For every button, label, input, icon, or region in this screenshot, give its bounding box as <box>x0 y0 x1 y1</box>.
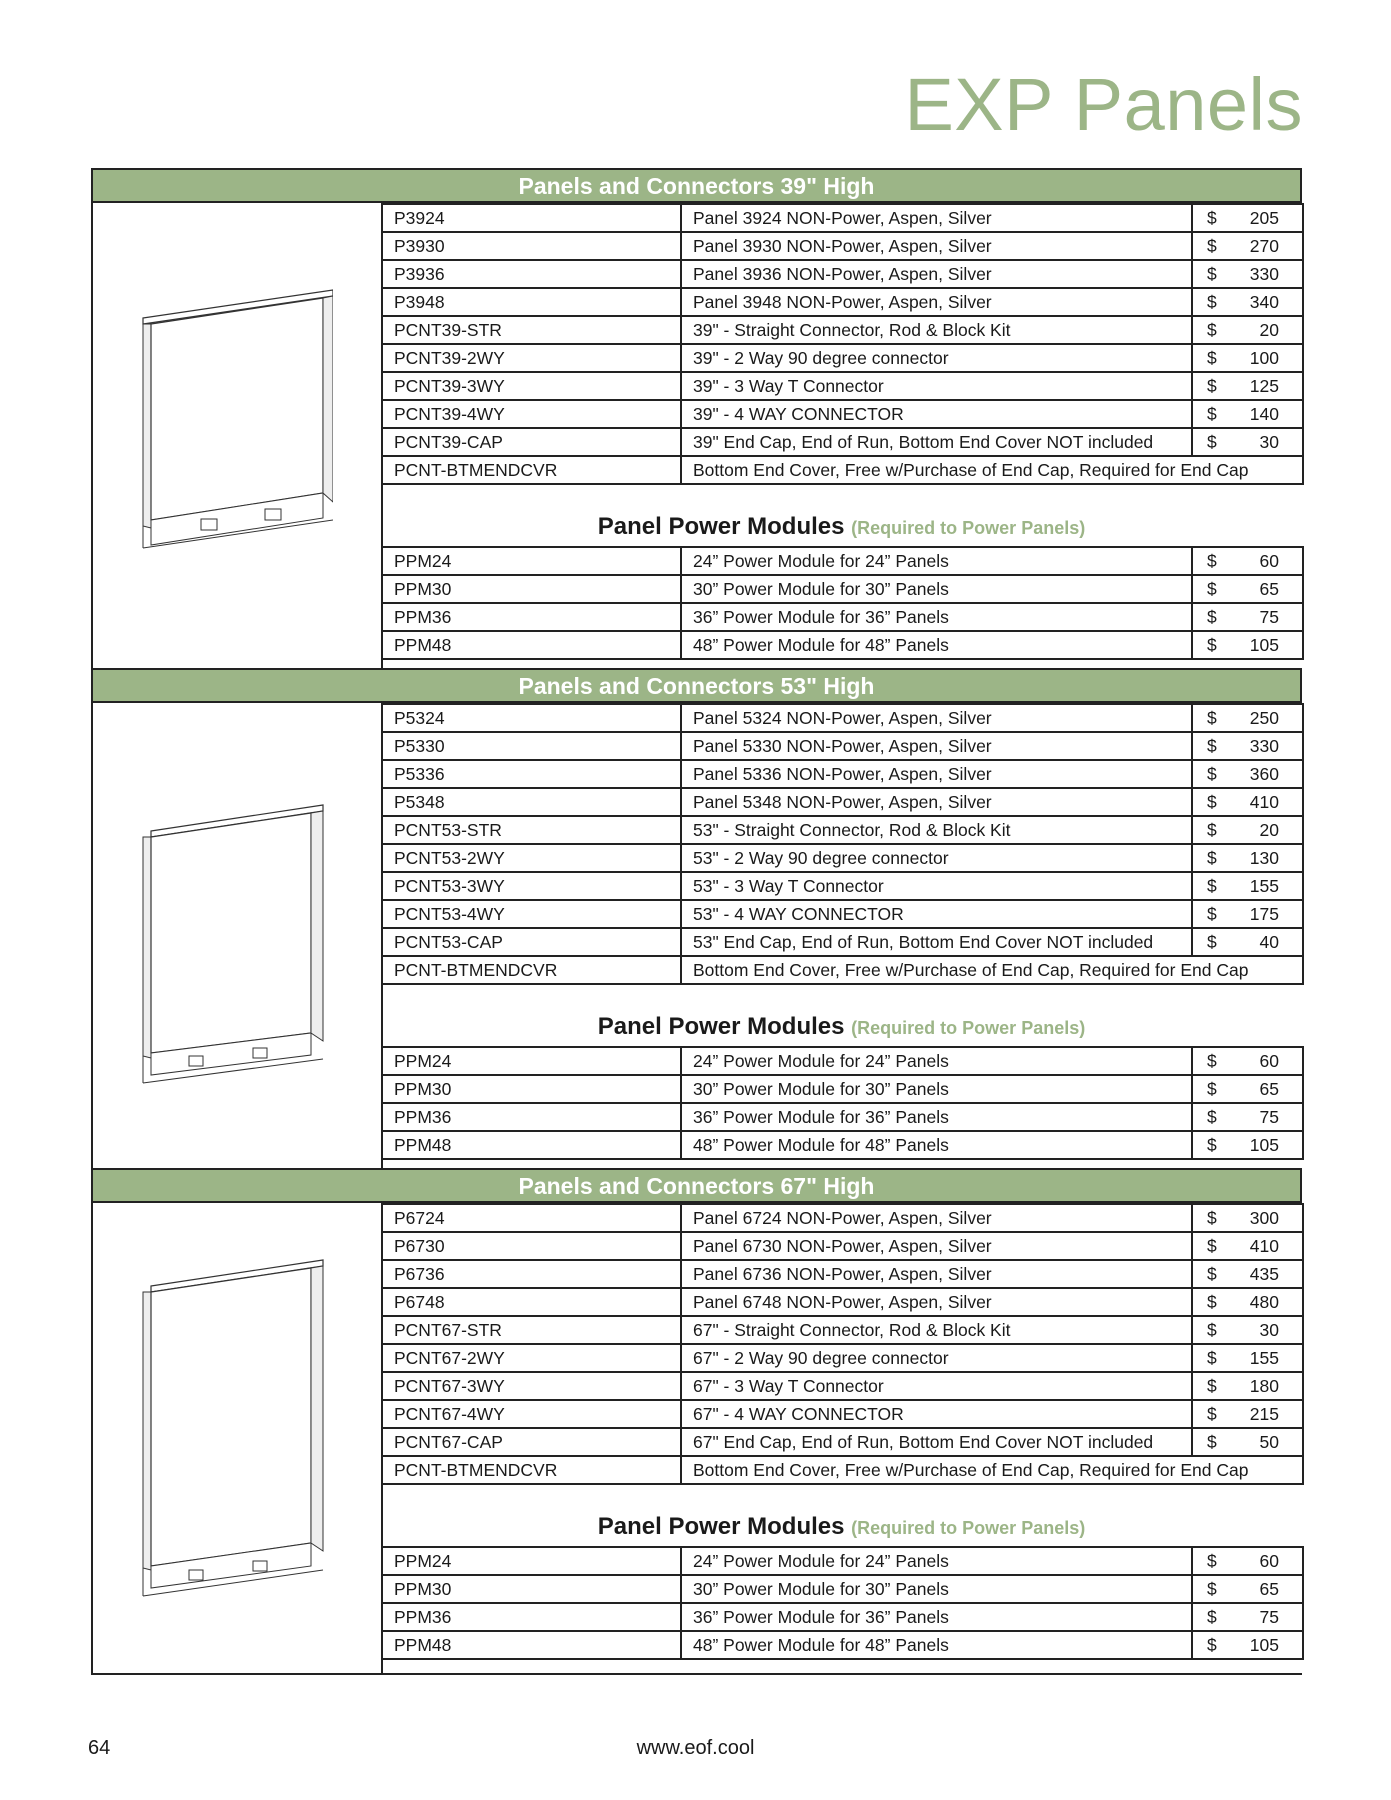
item-description: 24” Power Module for 24” Panels <box>681 1047 1192 1075</box>
currency-symbol: $ <box>1207 847 1217 868</box>
price-amount: 100 <box>1249 347 1279 368</box>
item-code: P6748 <box>382 1288 681 1316</box>
item-description: 53" - 2 Way 90 degree connector <box>681 844 1192 872</box>
item-code: PPM36 <box>382 1603 681 1631</box>
price-amount: 75 <box>1259 1606 1279 1627</box>
price-amount: 155 <box>1249 875 1279 896</box>
price-amount: 330 <box>1249 735 1279 756</box>
item-code: PPM24 <box>382 1547 681 1575</box>
table-row <box>382 372 1303 400</box>
item-price <box>1192 631 1303 659</box>
item-code: PCNT53-2WY <box>382 844 681 872</box>
table-row <box>382 1547 1303 1575</box>
item-description: 67" - 4 WAY CONNECTOR <box>681 1400 1192 1428</box>
items-body <box>382 704 1303 984</box>
item-code: PCNT67-CAP <box>382 1428 681 1456</box>
currency-symbol: $ <box>1207 375 1217 396</box>
table-row <box>382 400 1303 428</box>
section-53-high <box>91 668 1302 1168</box>
item-description: 48” Power Module for 48” Panels <box>681 1131 1192 1159</box>
table-row <box>382 872 1303 900</box>
currency-symbol: $ <box>1207 1291 1217 1312</box>
price-amount: 270 <box>1249 235 1279 256</box>
item-price <box>1192 400 1303 428</box>
currency-symbol: $ <box>1207 634 1217 655</box>
item-description: Panel 5348 NON-Power, Aspen, Silver <box>681 788 1192 816</box>
table-row <box>382 575 1303 603</box>
currency-symbol: $ <box>1207 1375 1217 1396</box>
item-code: P3936 <box>382 260 681 288</box>
panel-image-box <box>91 203 383 668</box>
currency-symbol: $ <box>1207 707 1217 728</box>
item-price <box>1192 1547 1303 1575</box>
table-bottom-border <box>91 1673 1302 1675</box>
currency-symbol: $ <box>1207 347 1217 368</box>
item-description: 36” Power Module for 36” Panels <box>681 1603 1192 1631</box>
item-price <box>1192 1372 1303 1400</box>
item-code: PCNT39-3WY <box>382 372 681 400</box>
item-code: PCNT39-CAP <box>382 428 681 456</box>
currency-symbol: $ <box>1207 291 1217 312</box>
table-row <box>382 732 1303 760</box>
table-row <box>382 816 1303 844</box>
section-header: Panels and Connectors 39" High <box>91 168 1302 203</box>
currency-symbol: $ <box>1207 763 1217 784</box>
item-price <box>1192 316 1303 344</box>
price-amount: 330 <box>1249 263 1279 284</box>
item-price <box>1192 1631 1303 1659</box>
section-header: Panels and Connectors 53" High <box>91 668 1302 703</box>
currency-symbol: $ <box>1207 403 1217 424</box>
table-row <box>382 1075 1303 1103</box>
table-row <box>382 631 1303 659</box>
item-description: Panel 5336 NON-Power, Aspen, Silver <box>681 760 1192 788</box>
currency-symbol: $ <box>1207 1431 1217 1452</box>
currency-symbol: $ <box>1207 606 1217 627</box>
panel-53-illustration <box>133 803 333 1103</box>
item-code: PCNT53-4WY <box>382 900 681 928</box>
currency-symbol: $ <box>1207 1319 1217 1340</box>
table-row <box>382 1575 1303 1603</box>
item-code: PPM36 <box>382 603 681 631</box>
table-row <box>382 900 1303 928</box>
table-row <box>382 760 1303 788</box>
item-price <box>1192 816 1303 844</box>
page-number: 64 <box>88 1737 111 1759</box>
ppm-heading-note: (Required to Power Panels) <box>851 1518 1086 1538</box>
modules-table <box>381 546 1304 660</box>
currency-symbol: $ <box>1207 550 1217 571</box>
item-description: 39" - Straight Connector, Rod & Block Kit <box>681 316 1192 344</box>
item-description: 24” Power Module for 24” Panels <box>681 1547 1192 1575</box>
currency-symbol: $ <box>1207 1106 1217 1127</box>
currency-symbol: $ <box>1207 931 1217 952</box>
table-row <box>382 1603 1303 1631</box>
item-code: P6736 <box>382 1260 681 1288</box>
item-price <box>1192 844 1303 872</box>
ppm-heading <box>381 1013 1302 1041</box>
table-row <box>382 1260 1303 1288</box>
currency-symbol: $ <box>1207 903 1217 924</box>
price-amount: 105 <box>1249 634 1279 655</box>
item-price <box>1192 260 1303 288</box>
item-price <box>1192 1316 1303 1344</box>
item-code: PCNT67-STR <box>382 1316 681 1344</box>
item-price <box>1192 288 1303 316</box>
item-description: 36” Power Module for 36” Panels <box>681 603 1192 631</box>
item-description: 39" End Cap, End of Run, Bottom End Cover NOT included <box>681 428 1192 456</box>
item-description: 53" - 4 WAY CONNECTOR <box>681 900 1192 928</box>
section-39-high <box>91 168 1302 668</box>
item-price <box>1192 232 1303 260</box>
item-description: 30” Power Module for 30” Panels <box>681 1075 1192 1103</box>
price-amount: 75 <box>1259 606 1279 627</box>
item-description: Panel 3930 NON-Power, Aspen, Silver <box>681 232 1192 260</box>
item-code: PCNT67-3WY <box>382 1372 681 1400</box>
currency-symbol: $ <box>1207 1403 1217 1424</box>
item-price <box>1192 1075 1303 1103</box>
item-code: PCNT39-STR <box>382 316 681 344</box>
price-amount: 435 <box>1249 1263 1279 1284</box>
item-price <box>1192 1131 1303 1159</box>
price-amount: 480 <box>1249 1291 1279 1312</box>
item-code: PCNT-BTMENDCVR <box>382 1456 681 1484</box>
item-description: 67" End Cap, End of Run, Bottom End Cover NOT included <box>681 1428 1192 1456</box>
table-row <box>382 1316 1303 1344</box>
currency-symbol: $ <box>1207 263 1217 284</box>
currency-symbol: $ <box>1207 1235 1217 1256</box>
currency-symbol: $ <box>1207 578 1217 599</box>
panel-image-box <box>91 1203 383 1673</box>
item-price <box>1192 1428 1303 1456</box>
item-description: 53" - 3 Way T Connector <box>681 872 1192 900</box>
modules-table <box>381 1046 1304 1160</box>
table-row <box>382 1047 1303 1075</box>
item-price <box>1192 428 1303 456</box>
panel-39-illustration <box>133 288 333 568</box>
price-amount: 360 <box>1249 763 1279 784</box>
item-description: 48” Power Module for 48” Panels <box>681 631 1192 659</box>
table-row <box>382 260 1303 288</box>
currency-symbol: $ <box>1207 791 1217 812</box>
item-code: PCNT39-4WY <box>382 400 681 428</box>
price-amount: 105 <box>1249 1634 1279 1655</box>
table-row <box>382 288 1303 316</box>
item-code: PPM30 <box>382 1575 681 1603</box>
item-price <box>1192 788 1303 816</box>
item-code: P5336 <box>382 760 681 788</box>
item-code: PPM48 <box>382 1131 681 1159</box>
price-amount: 60 <box>1259 1550 1279 1571</box>
item-description: Panel 3936 NON-Power, Aspen, Silver <box>681 260 1192 288</box>
item-description: Bottom End Cover, Free w/Purchase of End Cap, Required for End Cap <box>681 1456 1303 1484</box>
item-price <box>1192 900 1303 928</box>
price-amount: 30 <box>1259 1319 1279 1340</box>
table-row <box>382 316 1303 344</box>
currency-symbol: $ <box>1207 1606 1217 1627</box>
item-code: PCNT67-4WY <box>382 1400 681 1428</box>
table-row <box>382 1631 1303 1659</box>
table-row <box>382 928 1303 956</box>
item-description: Panel 6730 NON-Power, Aspen, Silver <box>681 1232 1192 1260</box>
item-price <box>1192 1344 1303 1372</box>
panel-image-box <box>91 703 383 1168</box>
item-description: 67" - 2 Way 90 degree connector <box>681 1344 1192 1372</box>
currency-symbol: $ <box>1207 1550 1217 1571</box>
currency-symbol: $ <box>1207 235 1217 256</box>
modules-body <box>382 547 1303 659</box>
section-header: Panels and Connectors 67" High <box>91 1168 1302 1203</box>
currency-symbol: $ <box>1207 819 1217 840</box>
table-row <box>382 1400 1303 1428</box>
item-description: 53" - Straight Connector, Rod & Block Kit <box>681 816 1192 844</box>
item-code: P6724 <box>382 1204 681 1232</box>
price-amount: 40 <box>1259 931 1279 952</box>
price-amount: 215 <box>1249 1403 1279 1424</box>
item-code: PCNT-BTMENDCVR <box>382 456 681 484</box>
item-description: 48” Power Module for 48” Panels <box>681 1631 1192 1659</box>
item-description: 30” Power Module for 30” Panels <box>681 1575 1192 1603</box>
item-code: P5348 <box>382 788 681 816</box>
currency-symbol: $ <box>1207 1578 1217 1599</box>
section-67-high <box>91 1168 1302 1673</box>
price-amount: 65 <box>1259 1578 1279 1599</box>
price-amount: 20 <box>1259 319 1279 340</box>
table-row <box>382 1288 1303 1316</box>
table-row <box>382 1131 1303 1159</box>
price-amount: 50 <box>1259 1431 1279 1452</box>
item-price <box>1192 603 1303 631</box>
item-price <box>1192 760 1303 788</box>
price-amount: 410 <box>1249 1235 1279 1256</box>
price-amount: 155 <box>1249 1347 1279 1368</box>
ppm-heading <box>381 1513 1302 1541</box>
table-row <box>382 1232 1303 1260</box>
price-amount: 250 <box>1249 707 1279 728</box>
item-description: Bottom End Cover, Free w/Purchase of End Cap, Required for End Cap <box>681 956 1303 984</box>
item-price <box>1192 344 1303 372</box>
price-amount: 180 <box>1249 1375 1279 1396</box>
item-price <box>1192 704 1303 732</box>
modules-body <box>382 1047 1303 1159</box>
item-description: Panel 5324 NON-Power, Aspen, Silver <box>681 704 1192 732</box>
item-description: 67" - Straight Connector, Rod & Block Kit <box>681 1316 1192 1344</box>
ppm-heading-label: Panel Power Modules <box>597 1013 845 1040</box>
item-code: P6730 <box>382 1232 681 1260</box>
price-amount: 175 <box>1249 903 1279 924</box>
item-description: Panel 6748 NON-Power, Aspen, Silver <box>681 1288 1192 1316</box>
item-price <box>1192 872 1303 900</box>
item-price <box>1192 1103 1303 1131</box>
item-price <box>1192 1400 1303 1428</box>
price-amount: 205 <box>1249 207 1279 228</box>
footer-url[interactable]: www.eof.cool <box>636 1737 755 1759</box>
item-description: 39" - 2 Way 90 degree connector <box>681 344 1192 372</box>
item-code: PPM30 <box>382 575 681 603</box>
table-row <box>382 1204 1303 1232</box>
table-row <box>382 1428 1303 1456</box>
item-price <box>1192 928 1303 956</box>
item-code: P5324 <box>382 704 681 732</box>
price-amount: 300 <box>1249 1207 1279 1228</box>
currency-symbol: $ <box>1207 1634 1217 1655</box>
price-amount: 140 <box>1249 403 1279 424</box>
item-code: PPM24 <box>382 1047 681 1075</box>
table-row-end-cover <box>382 956 1303 984</box>
table-row <box>382 547 1303 575</box>
item-code: PPM36 <box>382 1103 681 1131</box>
price-amount: 130 <box>1249 847 1279 868</box>
item-code: P3924 <box>382 204 681 232</box>
price-amount: 105 <box>1249 1134 1279 1155</box>
item-code: PCNT67-2WY <box>382 1344 681 1372</box>
item-description: Panel 6736 NON-Power, Aspen, Silver <box>681 1260 1192 1288</box>
item-code: PPM24 <box>382 547 681 575</box>
item-price <box>1192 1204 1303 1232</box>
item-price <box>1192 1232 1303 1260</box>
items-table <box>381 703 1304 985</box>
items-table <box>381 1203 1304 1485</box>
table-row <box>382 603 1303 631</box>
item-price <box>1192 547 1303 575</box>
item-price <box>1192 575 1303 603</box>
item-description: Bottom End Cover, Free w/Purchase of End Cap, Required for End Cap <box>681 456 1303 484</box>
item-description: 39" - 4 WAY CONNECTOR <box>681 400 1192 428</box>
item-code: PCNT39-2WY <box>382 344 681 372</box>
ppm-heading-note: (Required to Power Panels) <box>851 1018 1086 1038</box>
table-row <box>382 704 1303 732</box>
table-row <box>382 1372 1303 1400</box>
item-description: 30” Power Module for 30” Panels <box>681 575 1192 603</box>
price-amount: 20 <box>1259 819 1279 840</box>
currency-symbol: $ <box>1207 207 1217 228</box>
table-row <box>382 232 1303 260</box>
table-row <box>382 844 1303 872</box>
item-description: 53" End Cap, End of Run, Bottom End Cover NOT included <box>681 928 1192 956</box>
item-description: Panel 5330 NON-Power, Aspen, Silver <box>681 732 1192 760</box>
item-description: Panel 6724 NON-Power, Aspen, Silver <box>681 1204 1192 1232</box>
item-code: PPM30 <box>382 1075 681 1103</box>
table-row <box>382 204 1303 232</box>
price-amount: 30 <box>1259 431 1279 452</box>
ppm-heading-label: Panel Power Modules <box>597 1513 845 1540</box>
currency-symbol: $ <box>1207 1347 1217 1368</box>
currency-symbol: $ <box>1207 735 1217 756</box>
currency-symbol: $ <box>1207 319 1217 340</box>
item-price <box>1192 732 1303 760</box>
items-table <box>381 203 1304 485</box>
item-code: PPM48 <box>382 631 681 659</box>
item-description: 36” Power Module for 36” Panels <box>681 1103 1192 1131</box>
item-price <box>1192 1047 1303 1075</box>
currency-symbol: $ <box>1207 1207 1217 1228</box>
item-price <box>1192 1288 1303 1316</box>
ppm-heading-label: Panel Power Modules <box>597 513 845 540</box>
currency-symbol: $ <box>1207 1050 1217 1071</box>
table-row <box>382 1344 1303 1372</box>
modules-body <box>382 1547 1303 1659</box>
table-row <box>382 1103 1303 1131</box>
price-amount: 60 <box>1259 1050 1279 1071</box>
table-row-end-cover <box>382 1456 1303 1484</box>
item-code: PCNT53-3WY <box>382 872 681 900</box>
ppm-heading-note: (Required to Power Panels) <box>851 518 1086 538</box>
item-description: 67" - 3 Way T Connector <box>681 1372 1192 1400</box>
table-row <box>382 428 1303 456</box>
item-price <box>1192 1575 1303 1603</box>
price-amount: 65 <box>1259 1078 1279 1099</box>
item-code: P3948 <box>382 288 681 316</box>
currency-symbol: $ <box>1207 1078 1217 1099</box>
price-amount: 65 <box>1259 578 1279 599</box>
item-price <box>1192 1603 1303 1631</box>
price-amount: 125 <box>1249 375 1279 396</box>
item-code: P5330 <box>382 732 681 760</box>
currency-symbol: $ <box>1207 875 1217 896</box>
table-row-end-cover <box>382 456 1303 484</box>
item-description: 39" - 3 Way T Connector <box>681 372 1192 400</box>
table-row <box>382 788 1303 816</box>
item-code: PPM48 <box>382 1631 681 1659</box>
ppm-heading <box>381 513 1302 541</box>
currency-symbol: $ <box>1207 431 1217 452</box>
item-code: P3930 <box>382 232 681 260</box>
price-amount: 340 <box>1249 291 1279 312</box>
item-description: 24” Power Module for 24” Panels <box>681 547 1192 575</box>
item-code: PCNT53-STR <box>382 816 681 844</box>
item-price <box>1192 372 1303 400</box>
price-amount: 60 <box>1259 550 1279 571</box>
page-title: EXP Panels <box>904 63 1303 146</box>
item-price <box>1192 204 1303 232</box>
items-body <box>382 1204 1303 1484</box>
item-code: PCNT53-CAP <box>382 928 681 956</box>
item-code: PCNT-BTMENDCVR <box>382 956 681 984</box>
table-row <box>382 344 1303 372</box>
items-body <box>382 204 1303 484</box>
price-amount: 410 <box>1249 791 1279 812</box>
modules-table <box>381 1546 1304 1660</box>
item-description: Panel 3924 NON-Power, Aspen, Silver <box>681 204 1192 232</box>
item-price <box>1192 1260 1303 1288</box>
panel-67-illustration <box>133 1258 333 1608</box>
currency-symbol: $ <box>1207 1134 1217 1155</box>
price-amount: 75 <box>1259 1106 1279 1127</box>
item-description: Panel 3948 NON-Power, Aspen, Silver <box>681 288 1192 316</box>
currency-symbol: $ <box>1207 1263 1217 1284</box>
